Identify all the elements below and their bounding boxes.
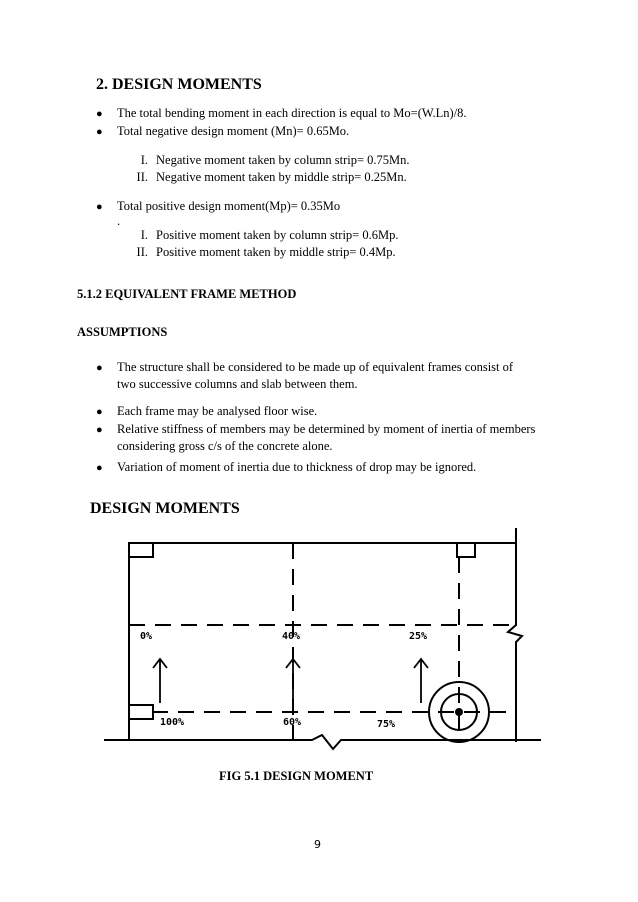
label-bot-left: 100% (160, 717, 185, 728)
column-square-top-right (457, 543, 475, 557)
subheading-assumptions: ASSUMPTIONS (77, 325, 168, 339)
list-item-text: Positive moment taken by column strip= 0.6Mp. (156, 228, 399, 242)
bullet-text: Total positive design moment(Mp)= 0.35Mo (117, 199, 341, 213)
label-top-left: 0% (140, 631, 153, 642)
roman-numeral: II. (136, 170, 148, 184)
bullet-text: Variation of moment of inertia due to thickness of drop may be ignored. (117, 460, 477, 474)
bullet-glyph: ● (96, 462, 103, 474)
section-heading-equivalent-frame: 5.1.2 EQUIVALENT FRAME METHOD (77, 287, 297, 301)
label-bot-right: 75% (377, 719, 396, 730)
right-boundary-line (508, 528, 522, 742)
bullet-text: considering gross c/s of the concrete alone. (117, 439, 333, 453)
bullet-glyph: ● (96, 201, 103, 213)
list-item-text: Positive moment taken by middle strip= 0.4Mp. (156, 245, 396, 259)
section-heading-design-moments: 2. DESIGN MOMENTS (96, 76, 262, 93)
list-item-text: Negative moment taken by middle strip= 0.25Mn. (156, 170, 407, 184)
roman-numeral: I. (140, 153, 148, 167)
list-item-text: Negative moment taken by column strip= 0.75Mn. (156, 153, 410, 167)
bullet-text: two successive columns and slab between them. (117, 377, 358, 391)
bullet-text: The structure shall be considered to be made up of equivalent frames consist of (117, 360, 514, 374)
column-square-bottom-left (129, 705, 153, 719)
bullet-text: Each frame may be analysed floor wise. (117, 404, 318, 418)
page-number: 9 (314, 838, 321, 851)
stray-dot: . (117, 214, 121, 228)
bullet-glyph: ● (96, 108, 103, 120)
bullet-glyph: ● (96, 362, 103, 374)
roman-numeral: I. (140, 228, 148, 242)
label-top-mid: 40% (282, 631, 301, 642)
column-square-top-left (129, 543, 153, 557)
bullet-text: Total negative design moment (Mn)= 0.65Mo. (117, 124, 350, 138)
bullet-text: The total bending moment in each direction is equal to Mo=(W.Ln)/8. (117, 106, 467, 120)
figure-caption: FIG 5.1 DESIGN MOMENT (219, 769, 374, 783)
label-top-right: 25% (409, 631, 428, 642)
bullet-text: Relative stiffness of members may be determined by moment of inertia of members (117, 422, 536, 436)
roman-numeral: II. (136, 245, 148, 259)
bullet-glyph: ● (96, 406, 103, 418)
bullet-glyph: ● (96, 424, 103, 436)
bullet-glyph: ● (96, 126, 103, 138)
section-heading-design-moments-2: DESIGN MOMENTS (90, 500, 240, 517)
label-bot-mid: 60% (283, 717, 302, 728)
